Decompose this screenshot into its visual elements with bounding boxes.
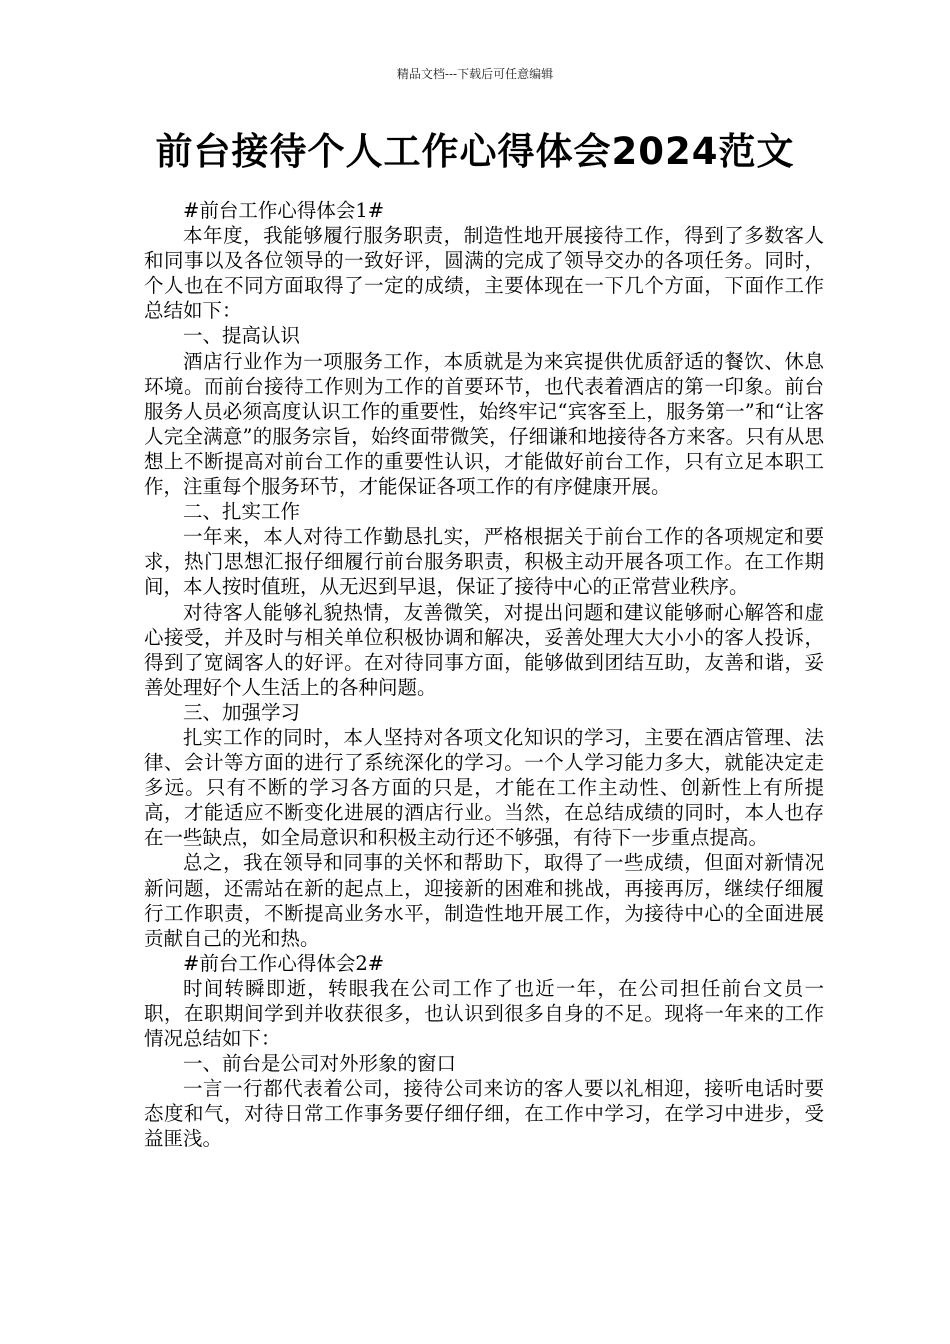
paragraph: 对待客人能够礼貌热情，友善微笑，对提出问题和建议能够耐心解答和虚心接受，并及时与相关单位积极协调和解决，妥善处理大大小小的客人投诉，得到了宽阔客人的好评。在对待同事方面，能够做到团结互助，友善和谐，妥善处理好个人生活上的各种问题。 xyxy=(144,600,824,699)
subheading: 二、扎实工作 xyxy=(183,500,301,524)
document-body xyxy=(144,198,824,1152)
header-note: 精品文档---下载后可任意编辑 xyxy=(396,67,554,81)
subheading: 三、加强学习 xyxy=(183,700,301,724)
paragraph: 扎实工作的同时，本人坚持对各项文化知识的学习，主要在酒店管理、法律、会计等方面的进行了系统深化的学习。一个人学习能力多大，就能决定走多远。只有不断的学习各方面的只是，才能在工作主动性、创新性上有所提高，才能适应不断变化进展的酒店行业。当然，在总结成绩的同时，本人也存在一些缺点，如全局意识和积极主动行还不够强，有待下一步重点提高。 xyxy=(144,725,824,850)
section-heading-2: #前台工作心得体会2# xyxy=(183,951,385,975)
subheading: 一、前台是公司对外形象的窗口 xyxy=(183,1052,457,1076)
paragraph: 一言一行都代表着公司，接待公司来访的客人要以礼相迎，接听电话时要态度和气，对待日常工作事务要仔细仔细，在工作中学习，在学习中进步，受益匪浅。 xyxy=(144,1077,824,1151)
section-heading-1: #前台工作心得体会1# xyxy=(183,199,385,222)
subheading: 一、提高认识 xyxy=(183,324,301,348)
document-title: 前台接待个人工作心得体会2024范文 xyxy=(155,130,795,173)
paragraph: 本年度，我能够履行服务职责，制造性地开展接待工作，得到了多数客人和同事以及各位领导的一致好评，圆满的完成了领导交办的各项任务。同时，个人也在不同方面取得了一定的成绩，主要体现在一下几个方面，下面作工作总结如下： xyxy=(144,224,824,323)
paragraph: 一年来，本人对待工作勤恳扎实，严格根据关于前台工作的各项规定和要求，热门思想汇报仔细履行前台服务职责，积极主动开展各项工作。在工作期间，本人按时值班，从无迟到早退，保证了接待中心的正常营业秩序。 xyxy=(144,525,824,599)
paragraph: 酒店行业作为一项服务工作，本质就是为来宾提供优质舒适的餐饮、休息环境。而前台接待工作则为工作的首要环节，也代表着酒店的第一印象。前台服务人员必须高度认识工作的重要性，始终牢记“宾客至上，服务第一”和“让客人完全满意”的服务宗旨，始终面带微笑，仔细谦和地接待各方来客。只有从思想上不断提高对前台工作的重要性认识，才能做好前台工作，只有立足本职工作，注重每个服务环节，才能保证各项工作的有序健康开展。 xyxy=(144,349,824,499)
paragraph: 时间转瞬即逝，转眼我在公司工作了也近一年，在公司担任前台文员一职，在职期间学到并收获很多，也认识到很多自身的不足。现将一年来的工作情况总结如下： xyxy=(144,976,824,1051)
paragraph: 总之，我在领导和同事的关怀和帮助下，取得了一些成绩，但面对新情况新问题，还需站在新的起点上，迎接新的困难和挑战，再接再厉，继续仔细履行工作职责，不断提高业务水平，制造性地开展工作，为接待中心的全面进展贡献自己的光和热。 xyxy=(144,851,824,950)
